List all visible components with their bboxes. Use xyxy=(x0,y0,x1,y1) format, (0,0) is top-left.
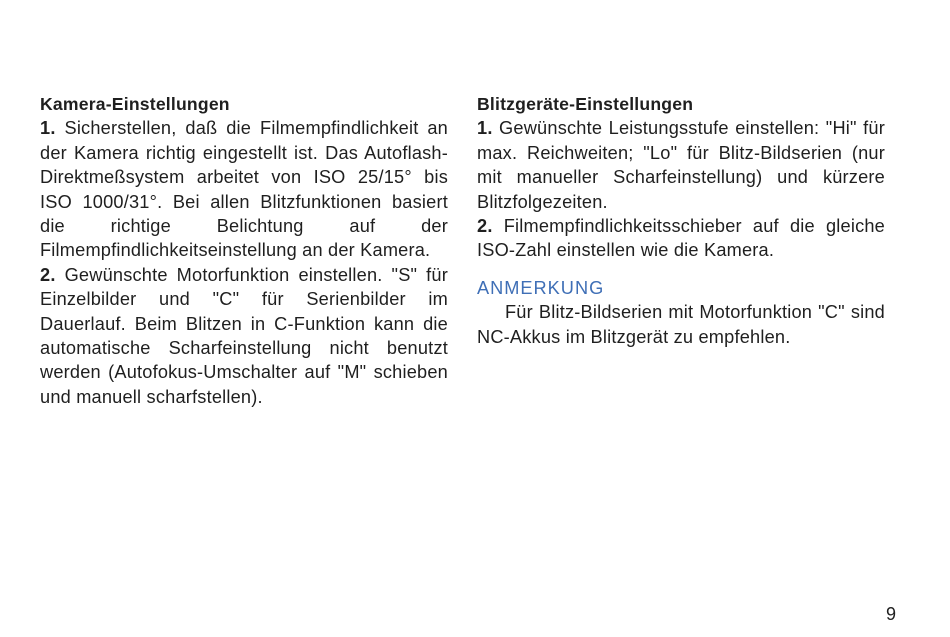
camera-step-2-text: Gewünschte Motorfunktion einstellen. "S" für Einzelbilder und "C" für Serienbilder im Dauerlauf. Beim Blitzen in C-Funktion kann die automatische Scharfeinstellung nicht benutzt werden (Autofokus-Umschalter auf "M" schieben und manuell scharfstellen). xyxy=(40,264,448,407)
note-text: Für Blitz-Bildserien mit Motorfunktion "C" sind NC-Akkus im Blitzgerät zu empfehlen. xyxy=(477,302,885,347)
camera-step-1 xyxy=(40,116,448,262)
flash-step-1 xyxy=(477,116,885,214)
flash-step-1-number: 1. xyxy=(477,118,493,139)
camera-settings-heading: Kamera-Einstellungen xyxy=(40,94,230,114)
left-column xyxy=(40,92,448,409)
flash-step-2-number: 2. xyxy=(477,216,493,237)
page-number: 9 xyxy=(886,604,897,624)
flash-step-2 xyxy=(477,214,885,263)
camera-step-2-number: 2. xyxy=(40,264,56,285)
flash-step-2-text: Filmempfindlichkeitsschieber auf die gleiche ISO-Zahl einstellen wie die Kamera. xyxy=(477,216,885,261)
camera-step-1-number: 1. xyxy=(40,118,56,139)
camera-step-2 xyxy=(40,263,448,409)
note-heading: ANMERKUNG xyxy=(477,277,605,298)
flash-settings-heading: Blitzgeräte-Einstellungen xyxy=(477,94,694,114)
flash-step-1-text: Gewünschte Leistungsstufe einstellen: "Hi" für max. Reichweiten; "Lo" für Blitz-Bildserien (nur mit manueller Scharfeinstellung) und kürzere Blitzfolgezeiten. xyxy=(477,118,885,212)
right-column xyxy=(477,92,885,349)
camera-step-1-text: Sicherstellen, daß die Filmempfindlichkeit an der Kamera richtig eingestellt ist. Das Autoflash-Direktmeßsystem arbeitet von ISO 25/15° bis ISO 1000/31°. Bei allen Blitzfunktionen basiert die richtige Belichtung auf der Filmempfindlichkeitseinstellung an der Kamera. xyxy=(40,118,448,261)
